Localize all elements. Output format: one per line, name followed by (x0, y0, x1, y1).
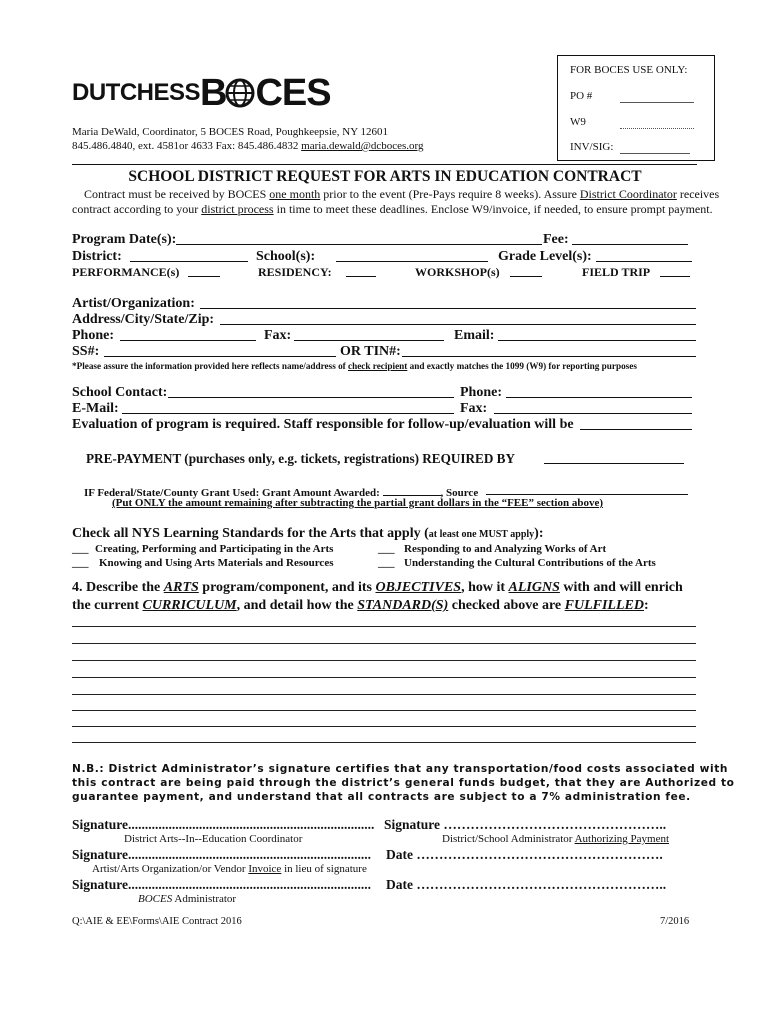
intro-line-1 (84, 187, 719, 202)
standards-heading-text: Check all NYS Learning Standards for the Arts that apply ( (72, 526, 429, 541)
school-fax-label: Fax: (460, 401, 488, 416)
note-text: and exactly matches the 1099 (W9) for reporting purposes (407, 361, 637, 371)
evaluation-label: Evaluation of program is required. Staff responsible for follow-up/evaluation will be (72, 417, 574, 432)
ss-label: SS#: (72, 344, 100, 359)
workshop-label: WORKSHOP(s) (415, 265, 500, 279)
prepayment-label: PRE-PAYMENT (purchases only, e.g. tickets, registrations) REQUIRED BY (86, 451, 515, 466)
nb-line-2: this contract are being paid through the district’s general funds budget, that they are Authorized to (72, 777, 735, 789)
describe-standards: STANDARD(S) (357, 598, 449, 613)
description-line[interactable] (72, 643, 696, 644)
schools-label: School(s): (256, 249, 316, 264)
description-line[interactable] (72, 677, 696, 678)
describe-line-2 (72, 598, 649, 614)
intro-text: contract according to your (72, 202, 202, 216)
prepayment-field[interactable] (544, 451, 684, 464)
artist-org-label: Artist/Organization: (72, 296, 195, 311)
description-line[interactable] (72, 710, 696, 711)
program-dates-label: Program Date(s): (72, 232, 177, 247)
note-text: *Please assure the information provided here reflects name/address of (72, 361, 349, 371)
artist-phone-field[interactable] (120, 328, 256, 341)
po-field[interactable] (620, 102, 694, 103)
grant-source-label: , Source (440, 487, 479, 499)
school-phone-field[interactable] (506, 385, 692, 398)
grant-text: IF Federal/State/County Grant Used: Grant Amount Awarded: (84, 487, 383, 499)
standards-heading (72, 526, 544, 542)
schools-field[interactable] (336, 249, 488, 262)
ss-field[interactable] (104, 344, 336, 357)
boces-use-box (557, 55, 715, 161)
standard-2-checkbox[interactable]: ___ (378, 543, 395, 555)
po-label: PO # (570, 90, 593, 102)
contact-line-1: Maria DeWald, Coordinator, 5 BOCES Road, Poughkeepsie, NY 12601 (72, 126, 389, 138)
intro-text: receives (676, 187, 720, 201)
administrator-caption (442, 833, 669, 845)
boces-use-title: FOR BOCES USE ONLY: (570, 64, 688, 76)
administrator-signature-line[interactable]: Signature ………………………………………….. (384, 817, 667, 832)
school-contact-field[interactable] (168, 385, 454, 398)
describe-text: with and will enrich (559, 580, 683, 595)
describe-objectives: OBJECTIVES (375, 580, 462, 595)
w9-label: W9 (570, 116, 586, 128)
artist-fax-label: Fax: (264, 328, 292, 343)
intro-text: prior to the event (Pre-Pays require 8 weeks). Assure (320, 187, 580, 201)
header-divider (72, 164, 697, 165)
standards-heading-note: at least one MUST apply (428, 529, 535, 540)
artist-email-label: Email: (454, 328, 495, 343)
boces-caption (138, 893, 236, 905)
caption-text: Administrator (172, 893, 237, 905)
nb-line-3: guarantee payment, and understand that all contracts are subject to a 7% administration fee. (72, 791, 691, 803)
standard-3-checkbox[interactable]: ___ (72, 557, 89, 569)
standard-1-checkbox[interactable]: ___ (72, 543, 89, 555)
district-field[interactable] (130, 249, 248, 262)
intro-district-coordinator: District Coordinator (579, 187, 677, 201)
district-label: District: (72, 249, 122, 264)
standard-1-label: Creating, Performing and Participating in the Arts (95, 543, 334, 555)
logo-boces-rest: CES (255, 72, 331, 114)
standards-heading-text: ): (534, 526, 544, 541)
artist-org-field[interactable] (200, 296, 696, 309)
contact-email-link[interactable]: maria.dewald@dcboces.org (301, 140, 424, 152)
footer-date: 7/2016 (660, 916, 690, 927)
intro-district-process: district process (201, 202, 274, 216)
boces-signature-line[interactable]: Signature........................................................................ (72, 877, 372, 892)
evaluation-field[interactable] (580, 417, 692, 430)
footer-file-path: Q:\AIE & EE\Forms\AIE Contract 2016 (72, 916, 242, 927)
address-field[interactable] (220, 312, 696, 325)
logo-dutchess-text: DUTCHESS (72, 79, 201, 106)
caption-authorizing-payment: Authorizing Payment (574, 833, 670, 845)
caption-boces: BOCES (138, 893, 173, 905)
description-line[interactable] (72, 742, 696, 743)
describe-fulfilled: FULFILLED (564, 598, 644, 613)
grade-level-label: Grade Level(s): (498, 249, 592, 264)
grant-note: (Put ONLY the amount remaining after subtracting the partial grant dollars in the “FEE” section above) (112, 497, 604, 509)
school-phone-label: Phone: (460, 385, 502, 400)
caption-text: in lieu of signature (281, 863, 367, 875)
artist-signature-line[interactable]: Signature........................................................................ (72, 847, 372, 862)
intro-one-month: one month (269, 187, 321, 201)
artist-email-field[interactable] (498, 328, 696, 341)
workshop-field[interactable] (510, 264, 542, 277)
grant-amount-field[interactable] (383, 483, 441, 496)
describe-text: 4. Describe the (72, 580, 164, 595)
school-email-field[interactable] (122, 401, 454, 414)
artist-date-line[interactable]: Date ………………………………………………. (386, 847, 663, 862)
description-line[interactable] (72, 694, 696, 695)
logo-boces-b: B (200, 72, 227, 114)
artist-fax-field[interactable] (294, 328, 444, 341)
w9-field[interactable] (620, 128, 694, 129)
describe-text: , how it (461, 580, 509, 595)
performance-field[interactable] (188, 264, 220, 277)
grant-source-field[interactable] (486, 482, 688, 495)
description-line[interactable] (72, 660, 696, 661)
intro-text: Contract must be received by BOCES (84, 187, 270, 201)
artist-phone-label: Phone: (72, 328, 114, 343)
describe-text: the current (72, 598, 143, 613)
globe-icon (225, 78, 255, 108)
tin-label: OR TIN#: (340, 344, 401, 359)
nb-line-1: N.B.: District Administrator’s signature certifies that any transportation/food costs associated with (72, 763, 729, 775)
school-email-label: E-Mail: (72, 401, 119, 416)
standard-2-label: Responding to and Analyzing Works of Art (404, 543, 607, 555)
describe-curriculum: CURRICULUM (142, 598, 237, 613)
fee-field[interactable] (572, 232, 688, 245)
coordinator-signature-line[interactable]: Signature......................................................................... (72, 817, 375, 832)
note-check-recipient: check recipient (348, 361, 408, 371)
school-fax-field[interactable] (494, 401, 692, 414)
program-dates-field[interactable] (176, 232, 542, 245)
boces-date-line[interactable]: Date ……………………………………………….. (386, 877, 667, 892)
standard-4-label: Understanding the Cultural Contributions of the Arts (404, 557, 656, 569)
describe-text: checked above are (448, 598, 565, 613)
description-line[interactable] (72, 626, 696, 627)
grade-level-field[interactable] (596, 249, 692, 262)
intro-text: in time to meet these deadlines. Enclose W9/invoice, if needed, to ensure prompt payment. (273, 202, 713, 216)
address-label: Address/City/State/Zip: (72, 312, 215, 327)
residency-field[interactable] (346, 264, 376, 277)
tin-field[interactable] (402, 344, 696, 357)
caption-invoice: Invoice (248, 863, 282, 875)
caption-text: District/School Administrator (442, 833, 575, 845)
field-trip-label: FIELD TRIP (582, 265, 651, 279)
fee-label: Fee: (543, 232, 569, 247)
caption-text: Artist/Arts Organization/or Vendor (92, 863, 249, 875)
page-title: SCHOOL DISTRICT REQUEST FOR ARTS IN EDUCATION CONTRACT (128, 168, 642, 185)
describe-aligns: ALIGNS (508, 580, 560, 595)
school-contact-label: School Contact: (72, 385, 168, 400)
description-line[interactable] (72, 726, 696, 727)
inv-sig-field[interactable] (620, 153, 690, 154)
intro-line-2 (72, 202, 713, 217)
dutchess-boces-logo (72, 72, 331, 114)
describe-text: : (643, 598, 649, 613)
describe-text: program/component, and its (198, 580, 376, 595)
describe-text: , and detail how the (236, 598, 358, 613)
standard-4-checkbox[interactable]: ___ (378, 557, 395, 569)
check-recipient-note (72, 361, 637, 371)
residency-label: RESIDENCY: (258, 265, 332, 279)
performance-label: PERFORMANCE(s) (72, 265, 180, 279)
coordinator-caption: District Arts--In--Education Coordinator (124, 833, 303, 845)
field-trip-field[interactable] (660, 264, 690, 277)
describe-line-1 (72, 580, 683, 596)
contact-phone-fax: 845.486.4840, ext. 4581or 4633 Fax: 845.486.4832 (72, 140, 302, 152)
contact-line-2 (72, 140, 424, 152)
artist-caption (92, 863, 367, 875)
inv-sig-label: INV/SIG: (570, 141, 614, 153)
standard-3-label: Knowing and Using Arts Materials and Resources (99, 557, 334, 569)
describe-arts: ARTS (163, 580, 199, 595)
